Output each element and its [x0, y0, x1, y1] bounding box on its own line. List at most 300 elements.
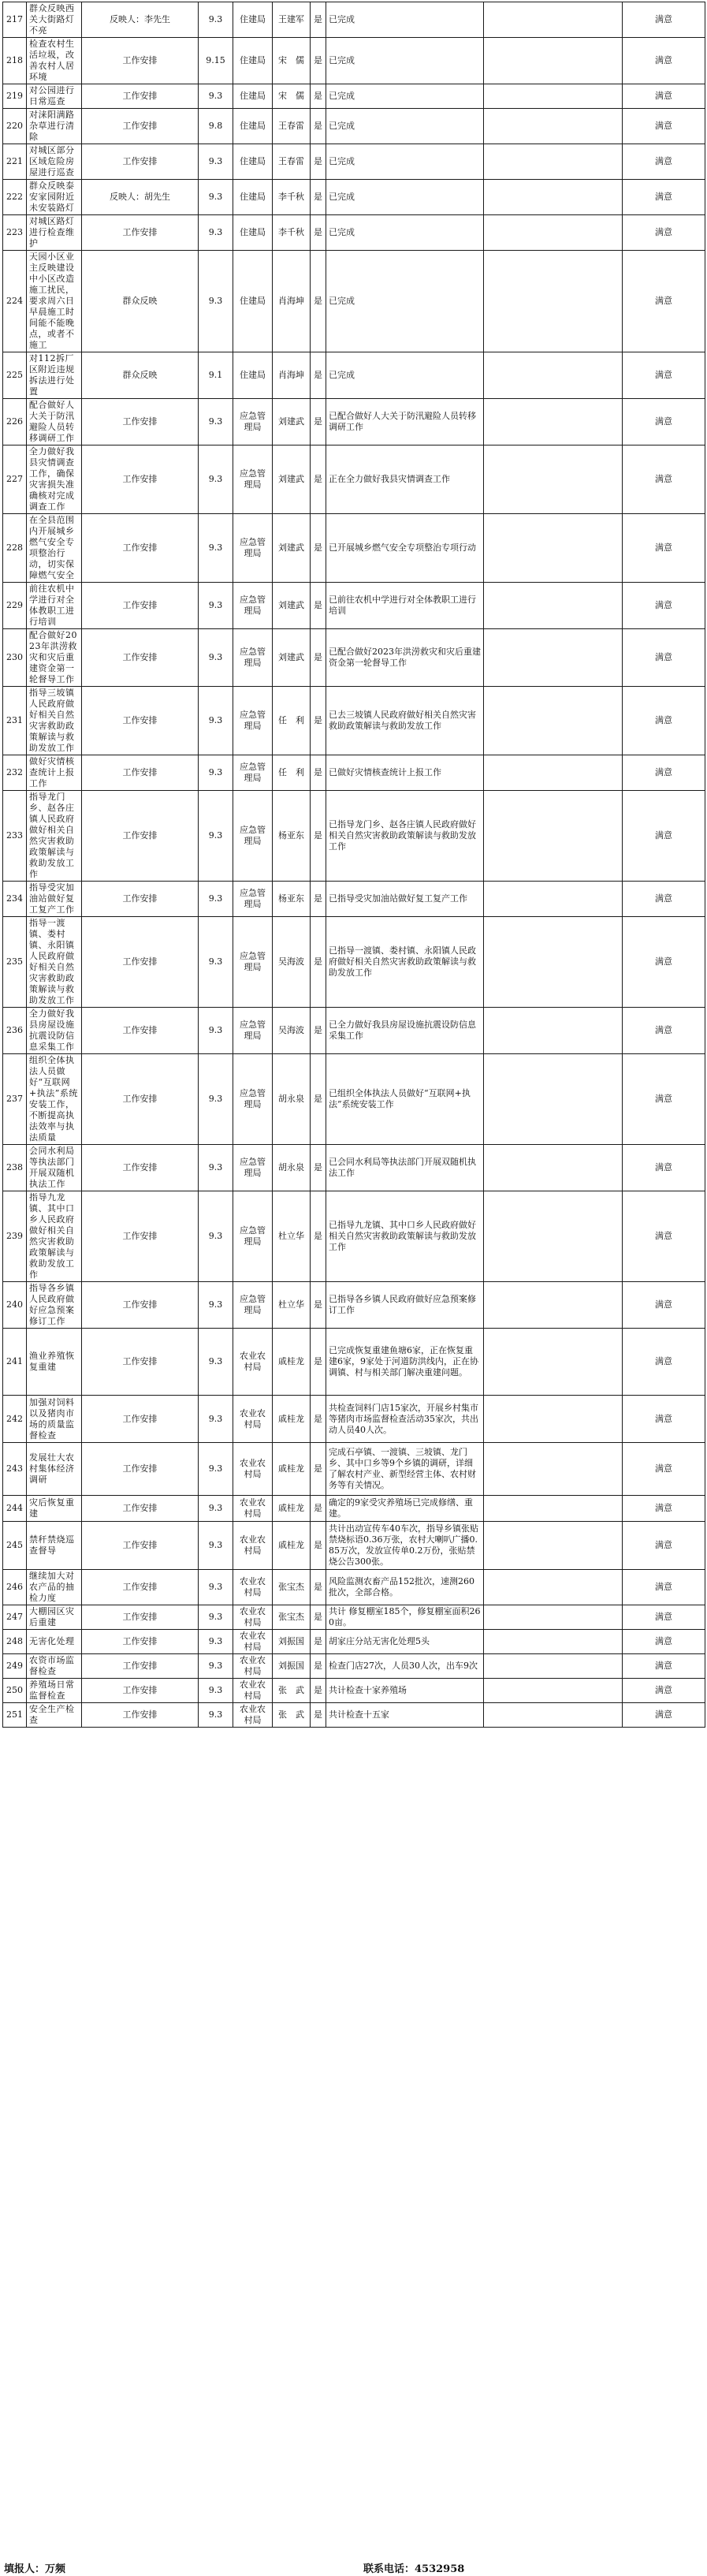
satisfaction: 满意: [623, 791, 705, 882]
work-item: 指导九龙镇、其中口乡人民政府做好相关自然灾害救助政策解读与救助发放工作: [27, 1191, 82, 1282]
remark: [484, 1654, 623, 1679]
remark: [484, 1496, 623, 1522]
person-in-charge: 杜立华: [273, 1282, 311, 1329]
task-date: 9.3: [199, 2, 233, 38]
task-source: 工作安排: [82, 514, 199, 583]
completed-flag: 是: [311, 215, 326, 251]
completion-result: 已配合做好人大关于防汛避险人员转移调研工作: [326, 399, 484, 445]
work-item: 对城区路灯进行检查维护: [27, 215, 82, 251]
satisfaction: 满意: [623, 84, 705, 109]
row-number: 250: [3, 1679, 27, 1703]
department: 应急管理局: [233, 514, 273, 583]
person-in-charge: 刘振国: [273, 1630, 311, 1654]
task-date: 9.3: [199, 144, 233, 180]
remark: [484, 1522, 623, 1570]
completed-flag: 是: [311, 1443, 326, 1496]
task-date: 9.3: [199, 84, 233, 109]
completion-result: 已完成: [326, 180, 484, 215]
completed-flag: 是: [311, 1396, 326, 1443]
task-source: 工作安排: [82, 1630, 199, 1654]
satisfaction: 满意: [623, 251, 705, 352]
person-in-charge: 任 利: [273, 755, 311, 791]
task-source: 工作安排: [82, 1145, 199, 1191]
remark: [484, 755, 623, 791]
task-source: 群众反映: [82, 251, 199, 352]
table-row: [3, 352, 705, 399]
person-in-charge: 戚桂龙: [273, 1522, 311, 1570]
department: 农业农村局: [233, 1703, 273, 1728]
table-row: [3, 445, 705, 514]
completion-result: 已完成: [326, 2, 484, 38]
completed-flag: 是: [311, 251, 326, 352]
row-number: 242: [3, 1396, 27, 1443]
satisfaction: 满意: [623, 1570, 705, 1605]
completed-flag: 是: [311, 445, 326, 514]
row-number: 230: [3, 629, 27, 687]
completed-flag: 是: [311, 791, 326, 882]
row-number: 234: [3, 882, 27, 917]
task-source: 工作安排: [82, 38, 199, 84]
completion-result: 风险监测农畜产品152批次，速测260批次，全部合格。: [326, 1570, 484, 1605]
person-in-charge: 杨亚东: [273, 882, 311, 917]
remark: [484, 144, 623, 180]
task-source: 工作安排: [82, 917, 199, 1008]
person-in-charge: 刘建武: [273, 399, 311, 445]
task-date: 9.3: [199, 1605, 233, 1630]
task-date: 9.3: [199, 215, 233, 251]
person-in-charge: 宋 儒: [273, 84, 311, 109]
completion-result: 共计检查十家养殖场: [326, 1679, 484, 1703]
table-row: [3, 251, 705, 352]
person-in-charge: 胡永泉: [273, 1145, 311, 1191]
department: 农业农村局: [233, 1522, 273, 1570]
person-in-charge: 宋 儒: [273, 38, 311, 84]
row-number: 241: [3, 1329, 27, 1396]
task-date: 9.15: [199, 38, 233, 84]
work-item: 渔业养殖恢复重建: [27, 1329, 82, 1396]
task-date: 9.3: [199, 755, 233, 791]
phone-label: 联系电话：4532958: [363, 2563, 465, 2575]
department: 应急管理局: [233, 1008, 273, 1054]
task-date: 9.3: [199, 514, 233, 583]
table-row: [3, 1605, 705, 1630]
task-source: 群众反映: [82, 352, 199, 399]
completion-result: 已配合做好2023年洪涝救灾和灾后重建资金第一轮督导工作: [326, 629, 484, 687]
remark: [484, 109, 623, 144]
row-number: 243: [3, 1443, 27, 1496]
task-date: 9.3: [199, 1396, 233, 1443]
completed-flag: 是: [311, 1522, 326, 1570]
table-row: [3, 1145, 705, 1191]
department: 农业农村局: [233, 1605, 273, 1630]
table-row: [3, 1522, 705, 1570]
completion-result: 共计 修复棚室185个，修复棚室面积260亩。: [326, 1605, 484, 1630]
task-date: 9.3: [199, 1191, 233, 1282]
work-item: 全力做好我县房屋设施抗震设防信息采集工作: [27, 1008, 82, 1054]
remark: [484, 445, 623, 514]
completed-flag: 是: [311, 629, 326, 687]
task-date: 9.3: [199, 1703, 233, 1728]
department: 住建局: [233, 251, 273, 352]
completed-flag: 是: [311, 1570, 326, 1605]
department: 应急管理局: [233, 687, 273, 755]
person-in-charge: 李千秋: [273, 180, 311, 215]
work-item: 指导受灾加油站做好复工复产工作: [27, 882, 82, 917]
satisfaction: 满意: [623, 687, 705, 755]
task-source: 工作安排: [82, 1679, 199, 1703]
row-number: 232: [3, 755, 27, 791]
satisfaction: 满意: [623, 109, 705, 144]
row-number: 249: [3, 1654, 27, 1679]
table-row: [3, 1570, 705, 1605]
row-number: 247: [3, 1605, 27, 1630]
task-source: 工作安排: [82, 84, 199, 109]
completion-result: 确定的9家受灾养殖场已完成修缮、重建。: [326, 1496, 484, 1522]
row-number: 217: [3, 2, 27, 38]
table-row: [3, 1054, 705, 1145]
person-in-charge: 杜立华: [273, 1191, 311, 1282]
satisfaction: 满意: [623, 629, 705, 687]
work-item: 检查农村生活垃圾，改善农村人居环境: [27, 38, 82, 84]
table-row: [3, 1679, 705, 1703]
work-item: 对涞阳满路杂草进行清除: [27, 109, 82, 144]
task-source: 工作安排: [82, 1605, 199, 1630]
remark: [484, 1396, 623, 1443]
work-item: 前往农机中学进行对全体教职工进行培训: [27, 583, 82, 629]
completed-flag: 是: [311, 1282, 326, 1329]
table-row: [3, 687, 705, 755]
task-date: 9.3: [199, 1443, 233, 1496]
completed-flag: 是: [311, 1145, 326, 1191]
table-row: [3, 583, 705, 629]
row-number: 246: [3, 1570, 27, 1605]
department: 应急管理局: [233, 917, 273, 1008]
department: 应急管理局: [233, 791, 273, 882]
satisfaction: 满意: [623, 1679, 705, 1703]
satisfaction: 满意: [623, 180, 705, 215]
satisfaction: 满意: [623, 1630, 705, 1654]
row-number: 239: [3, 1191, 27, 1282]
work-item: 指导各乡镇人民政府做好应急预案修订工作: [27, 1282, 82, 1329]
satisfaction: 满意: [623, 1054, 705, 1145]
work-item: 天园小区业主反映建设中小区改造施工扰民，要求周六日早晨施工时间能不能晚点，或者不施工: [27, 251, 82, 352]
completion-result: 已前往农机中学进行对全体教职工进行培训: [326, 583, 484, 629]
row-number: 223: [3, 215, 27, 251]
work-ledger-sheet: [2, 2, 705, 1728]
satisfaction: 满意: [623, 399, 705, 445]
table-row: [3, 215, 705, 251]
task-source: 工作安排: [82, 445, 199, 514]
department: 住建局: [233, 84, 273, 109]
completion-result: 已组织全体执法人员做好“互联网+执法”系统安装工作: [326, 1054, 484, 1145]
department: 应急管理局: [233, 629, 273, 687]
task-date: 9.3: [199, 180, 233, 215]
row-number: 245: [3, 1522, 27, 1570]
satisfaction: 满意: [623, 1605, 705, 1630]
remark: [484, 882, 623, 917]
completion-result: 已完成: [326, 38, 484, 84]
completed-flag: 是: [311, 2, 326, 38]
department: 住建局: [233, 109, 273, 144]
table-row: [3, 882, 705, 917]
table-row: [3, 1496, 705, 1522]
row-number: 220: [3, 109, 27, 144]
task-date: 9.3: [199, 1329, 233, 1396]
task-source: 工作安排: [82, 144, 199, 180]
table-row: [3, 629, 705, 687]
completion-result: 正在全力做好我县灾情调查工作: [326, 445, 484, 514]
completion-result: 完成石亭镇、一渡镇、三坡镇、龙门乡、其中口乡等9个乡镇的调研，详细了解农村产业、新型经营主体、农村财务等有关情况。: [326, 1443, 484, 1496]
department: 住建局: [233, 352, 273, 399]
satisfaction: 满意: [623, 1145, 705, 1191]
remark: [484, 251, 623, 352]
person-in-charge: 王建军: [273, 2, 311, 38]
task-source: 反映人：李先生: [82, 2, 199, 38]
department: 住建局: [233, 180, 273, 215]
completed-flag: 是: [311, 1191, 326, 1282]
person-in-charge: 吴海波: [273, 1008, 311, 1054]
person-in-charge: 肖海坤: [273, 251, 311, 352]
department: 农业农村局: [233, 1443, 273, 1496]
department: 农业农村局: [233, 1630, 273, 1654]
table-row: [3, 144, 705, 180]
person-in-charge: 任 利: [273, 687, 311, 755]
row-number: 221: [3, 144, 27, 180]
task-date: 9.3: [199, 687, 233, 755]
completion-result: 已完成: [326, 215, 484, 251]
row-number: 225: [3, 352, 27, 399]
satisfaction: 满意: [623, 352, 705, 399]
satisfaction: 满意: [623, 882, 705, 917]
department: 农业农村局: [233, 1396, 273, 1443]
row-number: 251: [3, 1703, 27, 1728]
remark: [484, 399, 623, 445]
satisfaction: 满意: [623, 1191, 705, 1282]
department: 农业农村局: [233, 1329, 273, 1396]
task-source: 工作安排: [82, 1703, 199, 1728]
table-row: [3, 84, 705, 109]
completion-result: 已完成: [326, 352, 484, 399]
completion-result: 共计检查十五家: [326, 1703, 484, 1728]
completion-result: 已开展城乡燃气安全专项整治专项行动: [326, 514, 484, 583]
completed-flag: 是: [311, 882, 326, 917]
satisfaction: 满意: [623, 1522, 705, 1570]
task-source: 工作安排: [82, 399, 199, 445]
completion-result: 检查门店27次，人员30人次，出车9次: [326, 1654, 484, 1679]
person-in-charge: 刘振国: [273, 1654, 311, 1679]
remark: [484, 1145, 623, 1191]
completed-flag: 是: [311, 1703, 326, 1728]
satisfaction: 满意: [623, 1443, 705, 1496]
row-number: 235: [3, 917, 27, 1008]
work-item: 安全生产检查: [27, 1703, 82, 1728]
completion-result: 已完成: [326, 251, 484, 352]
department: 应急管理局: [233, 1145, 273, 1191]
task-date: 9.3: [199, 1570, 233, 1605]
table-row: [3, 1329, 705, 1396]
completed-flag: 是: [311, 352, 326, 399]
task-date: 9.3: [199, 1496, 233, 1522]
person-in-charge: 肖海坤: [273, 352, 311, 399]
completion-result: 已做好灾情核查统计上报工作: [326, 755, 484, 791]
remark: [484, 180, 623, 215]
completion-result: 已完成: [326, 84, 484, 109]
completed-flag: 是: [311, 917, 326, 1008]
remark: [484, 1630, 623, 1654]
table-row: [3, 2, 705, 38]
department: 应急管理局: [233, 583, 273, 629]
work-item: 继续加大对农产品的抽检力度: [27, 1570, 82, 1605]
person-in-charge: 张宝杰: [273, 1605, 311, 1630]
remark: [484, 1054, 623, 1145]
completed-flag: 是: [311, 755, 326, 791]
satisfaction: 满意: [623, 215, 705, 251]
task-date: 9.3: [199, 917, 233, 1008]
work-item: 指导三坡镇人民政府做好相关自然灾害救助政策解读与救助发放工作: [27, 687, 82, 755]
completed-flag: 是: [311, 1605, 326, 1630]
completion-result: 已会同水利局等执法部门开展双随机执法工作: [326, 1145, 484, 1191]
filler-label: 填报人：万频: [4, 2563, 66, 2575]
satisfaction: 满意: [623, 583, 705, 629]
completed-flag: 是: [311, 1679, 326, 1703]
row-number: 238: [3, 1145, 27, 1191]
work-item: 指导一渡镇、娄村镇、永阳镇人民政府做好相关自然灾害救助政策解读与救助发放工作: [27, 917, 82, 1008]
completed-flag: 是: [311, 514, 326, 583]
department: 应急管理局: [233, 882, 273, 917]
department: 应急管理局: [233, 399, 273, 445]
task-source: 工作安排: [82, 215, 199, 251]
work-item: 禁秆禁烧巡查督导: [27, 1522, 82, 1570]
satisfaction: 满意: [623, 755, 705, 791]
row-number: 222: [3, 180, 27, 215]
row-number: 244: [3, 1496, 27, 1522]
task-date: 9.3: [199, 399, 233, 445]
row-number: 226: [3, 399, 27, 445]
table-row: [3, 755, 705, 791]
completed-flag: 是: [311, 687, 326, 755]
task-source: 工作安排: [82, 882, 199, 917]
work-item: 大棚园区灾后重建: [27, 1605, 82, 1630]
completion-result: 已指导龙门乡、赵各庄镇人民政府做好相关自然灾害救助政策解读与救助发放工作: [326, 791, 484, 882]
table-row: [3, 1654, 705, 1679]
person-in-charge: 胡永泉: [273, 1054, 311, 1145]
work-item: 加强对饲料以及猪肉市场的质量监督检查: [27, 1396, 82, 1443]
department: 农业农村局: [233, 1679, 273, 1703]
department: 住建局: [233, 2, 273, 38]
remark: [484, 514, 623, 583]
remark: [484, 38, 623, 84]
satisfaction: 满意: [623, 1496, 705, 1522]
satisfaction: 满意: [623, 1329, 705, 1396]
row-number: 219: [3, 84, 27, 109]
remark: [484, 215, 623, 251]
department: 住建局: [233, 38, 273, 84]
satisfaction: 满意: [623, 445, 705, 514]
completed-flag: 是: [311, 399, 326, 445]
task-source: 工作安排: [82, 1008, 199, 1054]
satisfaction: 满意: [623, 1654, 705, 1679]
remark: [484, 1703, 623, 1728]
table-row: [3, 1008, 705, 1054]
task-source: 工作安排: [82, 1522, 199, 1570]
satisfaction: 满意: [623, 1282, 705, 1329]
table-row: [3, 38, 705, 84]
work-item: 发展壮大农村集体经济调研: [27, 1443, 82, 1496]
work-item: 对城区部分区域危险房屋进行巡查: [27, 144, 82, 180]
work-item: 对公园进行日常巡查: [27, 84, 82, 109]
work-item: 指导龙门乡、赵各庄镇人民政府做好相关自然灾害救助政策解读与救助发放工作: [27, 791, 82, 882]
remark: [484, 2, 623, 38]
completion-result: 共检查饲料门店15家次，开展乡村集市等猪肉市场监督检查活动35家次，共出动人员40人次。: [326, 1396, 484, 1443]
completed-flag: 是: [311, 1654, 326, 1679]
completion-result: 已指导受灾加油站做好复工复产工作: [326, 882, 484, 917]
person-in-charge: 李千秋: [273, 215, 311, 251]
row-number: 248: [3, 1630, 27, 1654]
completed-flag: 是: [311, 1054, 326, 1145]
table-row: [3, 1282, 705, 1329]
table-row: [3, 514, 705, 583]
remark: [484, 1570, 623, 1605]
task-source: 工作安排: [82, 755, 199, 791]
completed-flag: 是: [311, 1630, 326, 1654]
task-source: 工作安排: [82, 687, 199, 755]
task-date: 9.3: [199, 583, 233, 629]
task-source: 工作安排: [82, 1496, 199, 1522]
task-date: 9.8: [199, 109, 233, 144]
task-date: 9.3: [199, 251, 233, 352]
remark: [484, 84, 623, 109]
task-date: 9.3: [199, 1008, 233, 1054]
department: 农业农村局: [233, 1496, 273, 1522]
remark: [484, 791, 623, 882]
table-row: [3, 1630, 705, 1654]
row-number: 228: [3, 514, 27, 583]
person-in-charge: 戚桂龙: [273, 1396, 311, 1443]
completion-result: 已指导一渡镇、娄村镇、永阳镇人民政府做好相关自然灾害救助政策解读与救助发放工作: [326, 917, 484, 1008]
row-number: 227: [3, 445, 27, 514]
person-in-charge: 刘建武: [273, 583, 311, 629]
remark: [484, 1605, 623, 1630]
person-in-charge: 杨亚东: [273, 791, 311, 882]
row-number: 229: [3, 583, 27, 629]
completion-result: 胡家庄分站无害化处理5头: [326, 1630, 484, 1654]
completion-result: 已指导各乡镇人民政府做好应急预案修订工作: [326, 1282, 484, 1329]
task-source: 工作安排: [82, 1396, 199, 1443]
completion-result: 共计出动宣传车40车次，指导乡镇张贴禁烧标语0.36万张，农村大喇叭广播0.85万次，发放宣传单0.2万份，张贴禁烧公告300张。: [326, 1522, 484, 1570]
department: 应急管理局: [233, 445, 273, 514]
remark: [484, 1329, 623, 1396]
remark: [484, 1008, 623, 1054]
work-item: 养殖场日常监督检查: [27, 1679, 82, 1703]
row-number: 233: [3, 791, 27, 882]
person-in-charge: 刘建武: [273, 629, 311, 687]
completed-flag: 是: [311, 583, 326, 629]
satisfaction: 满意: [623, 514, 705, 583]
task-source: 工作安排: [82, 1191, 199, 1282]
row-number: 240: [3, 1282, 27, 1329]
task-date: 9.1: [199, 352, 233, 399]
task-date: 9.3: [199, 1630, 233, 1654]
person-in-charge: 刘建武: [273, 445, 311, 514]
satisfaction: 满意: [623, 2, 705, 38]
person-in-charge: 戚桂龙: [273, 1443, 311, 1496]
table-row: [3, 180, 705, 215]
person-in-charge: 戚桂龙: [273, 1496, 311, 1522]
completed-flag: 是: [311, 84, 326, 109]
remark: [484, 583, 623, 629]
task-source: 工作安排: [82, 629, 199, 687]
completion-result: 已完成: [326, 109, 484, 144]
